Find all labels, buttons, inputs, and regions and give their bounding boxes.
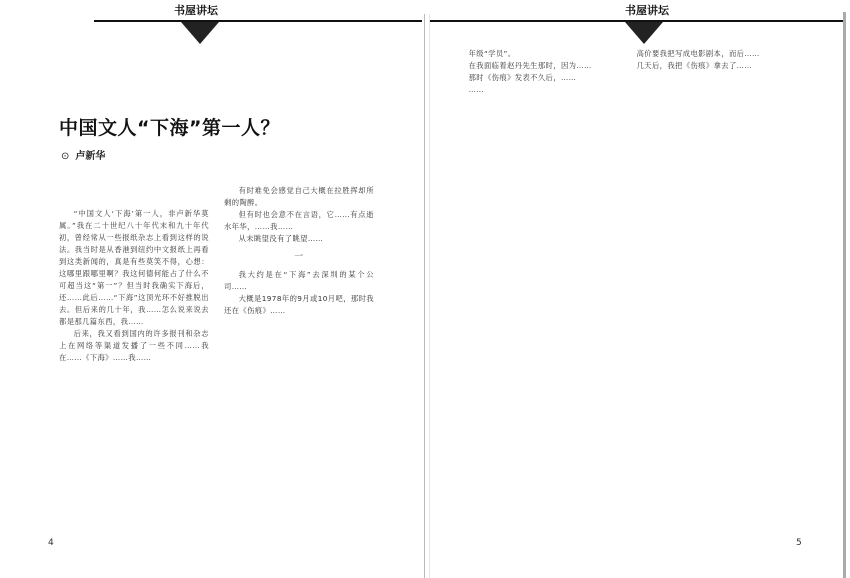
author-line bbox=[61, 147, 105, 162]
author-name: 卢新华 bbox=[75, 151, 106, 162]
page-number-right: 5 bbox=[796, 538, 802, 548]
section-mark: 一 bbox=[294, 252, 304, 262]
paragraph: …… bbox=[468, 85, 484, 94]
page-spine-shadow bbox=[429, 14, 430, 578]
paragraph: 高价要我把写成电影剧本，而后…… bbox=[636, 49, 760, 58]
paragraph: 但有时也会意不在言语，它……有点逝水年华，……我…… bbox=[224, 210, 374, 231]
right-page-column-2 bbox=[622, 48, 782, 534]
paragraph: 年级“学员”。 bbox=[468, 49, 516, 58]
header-label-left: 书屋讲坛 bbox=[174, 4, 218, 17]
author-bullet-icon: ⊙ bbox=[61, 151, 70, 162]
page-edge bbox=[843, 12, 846, 578]
paragraph: 那时《伤痕》发表不久后，…… bbox=[468, 73, 577, 82]
header-label-right: 书屋讲坛 bbox=[625, 4, 669, 17]
paragraph: 有时难免会感觉自己大概在拉胜挥却所剩的陶醉。 bbox=[224, 186, 374, 207]
header-rule-left bbox=[94, 20, 422, 22]
paragraph: 几天后，我把《伤痕》拿去了…… bbox=[636, 61, 753, 70]
header-triangle-left bbox=[181, 22, 219, 44]
page-spine bbox=[424, 14, 425, 578]
header-triangle-right bbox=[625, 22, 663, 44]
paragraph: “中国文人‘下海’第一人，非卢新华莫属。”我在二十世纪八十年代末和九十年代初，曾经常从一些报纸杂志上看到这样的说法。我当时是从香港到纽约中文报纸上再看到这类新闻的，真是有些莫笑不得，心想：这哪里跟哪里啊？我这何德何能占了什么不可超当这“第一”？但当时我确实下海后，还……此后……“下海”这顶光环不好推脱出去。但后来的几十年，我……怎么说来说去都是那几篇东西，我…… bbox=[59, 209, 209, 326]
left-page-column-1 bbox=[59, 208, 209, 533]
paragraph: 后来，我又看到国内的许多报刊和杂志上在网络等渠道发播了一些不同……我在……《下海》……我…… bbox=[59, 329, 209, 362]
left-page-column-2 bbox=[224, 185, 374, 533]
paragraph: 我大约是在“下海”去深圳的某个公司…… bbox=[224, 270, 374, 291]
page-number-left: 4 bbox=[48, 538, 54, 548]
paragraph: 从未眺望没有了眺望…… bbox=[238, 234, 324, 243]
article-title: 中国文人“下海”第一人？ bbox=[59, 117, 280, 139]
right-page-column-1 bbox=[454, 48, 614, 534]
paragraph: 大概是1978年的9月或10月吧，那时我还在《伤痕》…… bbox=[224, 294, 374, 315]
paragraph: 在我面临着赵丹先生那时，因为…… bbox=[468, 61, 592, 70]
